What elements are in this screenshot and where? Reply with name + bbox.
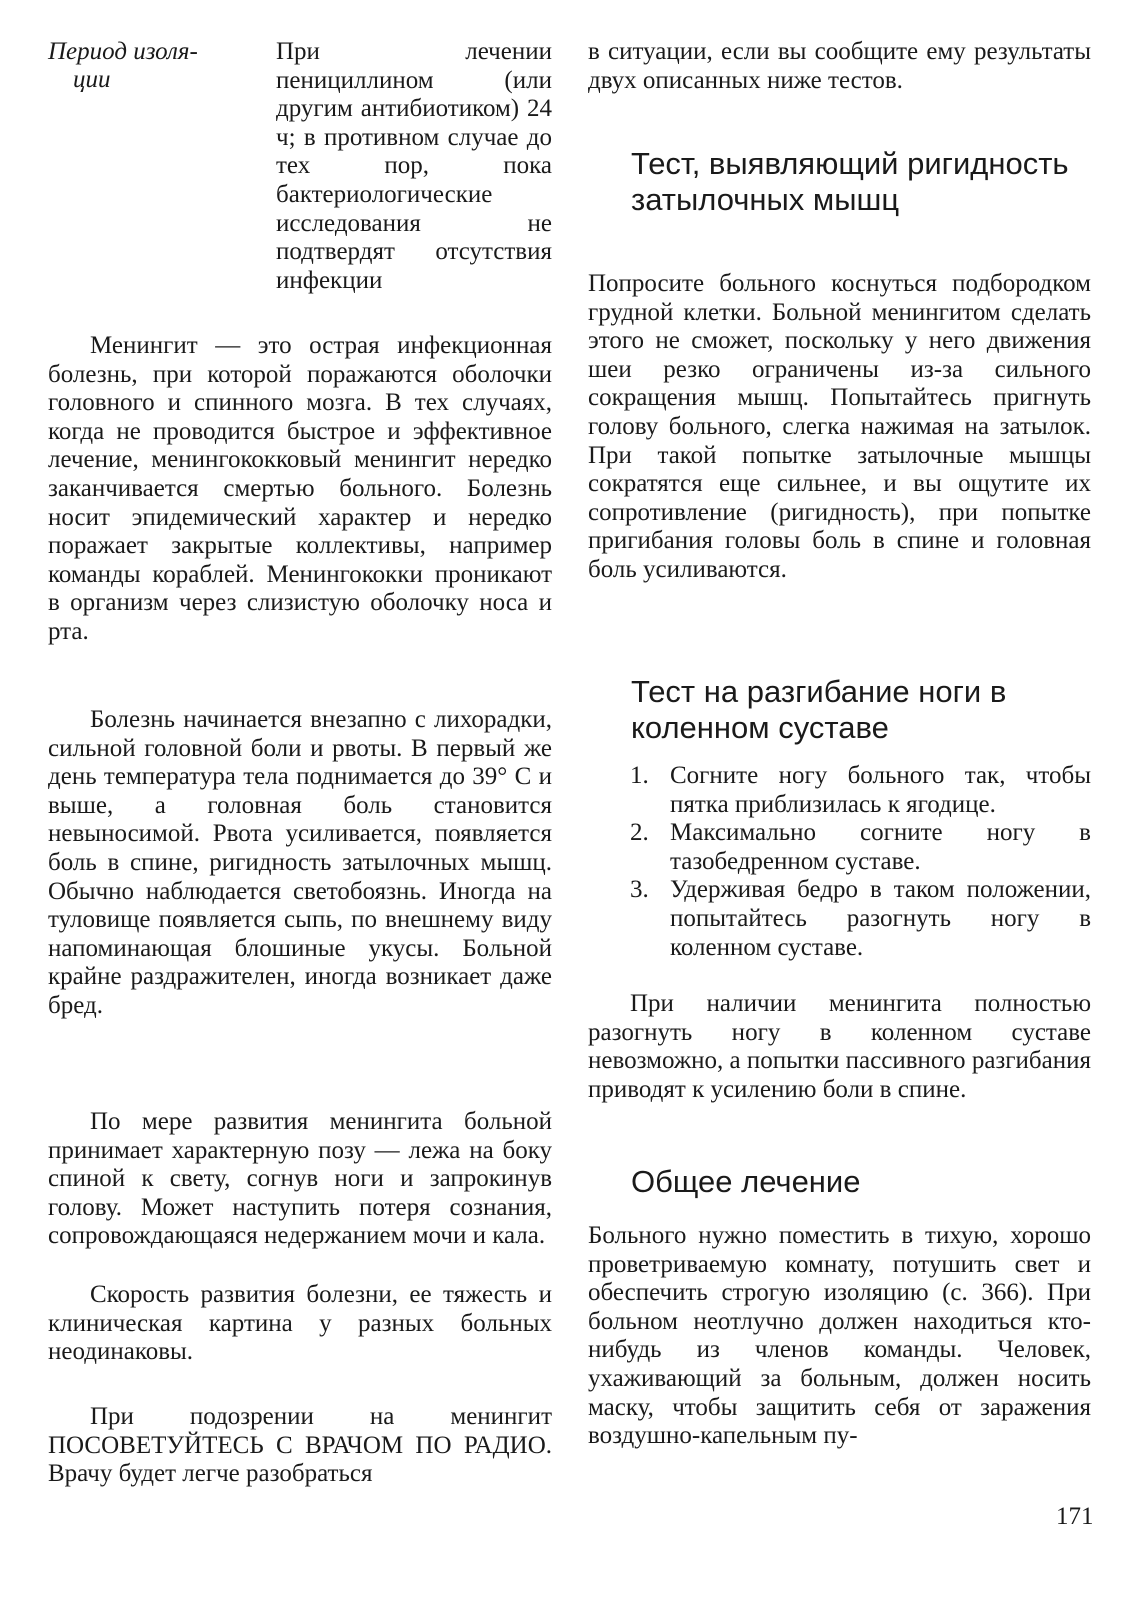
page-number: 171 [1056,1503,1094,1530]
paragraph-knee-result: При наличии менингита полностью разогнуть ногу в коленном суставе невозможно, а попытки пассивного разгибания приводят к усилению боли в спине. [588,990,1091,1103]
list-item [630,819,1091,876]
paragraph-variability: Скорость развития болезни, ее тяжесть и клиническая картина у разных больных неодинаковы. [48,1281,552,1366]
isolation-period-text: При лечении пенициллином (или другим антибиотиком) 24 ч; в противном случае до тех пор, пока бактериологические исследования не подтвердят отсутствия инфекции [276,38,552,294]
heading-neck-rigidity-test: Тест, выявляющий ригидность затылочных мышц [631,146,1069,217]
step-number: 1. [630,762,649,789]
step-text: Максимально согните ногу в тазобедренном суставе. [670,819,1091,875]
knee-test-steps [630,762,1091,962]
heading-general-treatment: Общее лечение [631,1164,861,1199]
isolation-period-label [48,38,248,94]
paragraph-continuation: в ситуации, если вы сообщите ему результаты двух описанных ниже тестов. [588,38,1091,94]
step-number: 2. [630,819,649,847]
heading-knee-extension-test: Тест на разгибание ноги в коленном суставе [631,674,1007,745]
paragraph-definition: Менингит — это острая инфекционная болезнь, при которой поражаются оболочки головного и спинного мозга. В тех случаях, когда не проводится быстрое и эффективное лечение, менингококковый менингит нередко заканчивается смертью больного. Болезнь носит эпидемический характер и нередко поражает закрытые коллективы, например команды кораблей. Менингококки проникают в организм через слизистую оболочку носа и рта. [48,332,552,645]
step-text: Согните ногу больного так, чтобы пятка приблизилась к ягодице. [670,762,1091,818]
paragraph-symptoms: Болезнь начинается внезапно с лихорадки, сильной головной боли и рвоты. В первый же день температура тела поднимается до 39° C и выше, а головная боль становится невыносимой. Рвота усиливается, появляется боль в спине, ригидность затылочных мышц. Обычно наблюдается светобоязнь. Иногда на туловище появляется сыпь, по внешнему виду напоминающая блошиные укусы. Больной крайне раздражителен, иногда возникает даже бред. [48,706,552,1019]
label-line-2: ции [73,66,111,93]
paragraph-neck-test: Попросите больного коснуться подбородком грудной клетки. Больной менингитом сделать этого не сможет, поскольку у него движения шеи резко ограничены из-за сильного сокращения мышц. Попытайтесь пригнуть голову больного, слегка нажимая на затылок. При такой попытке затылочные мышцы сократятся еще сильнее, и вы ощутите их сопротивление (ригидность), при попытке пригибания головы боль в спине и головная боль усиливаются. [588,270,1091,583]
label-line-1: Период изоля- [48,38,198,65]
step-text: Удерживая бедро в таком положении, попытайтесь разогнуть ногу в коленном суставе. [670,876,1091,961]
paragraph-treatment: Больного нужно поместить в тихую, хорошо проветриваемую комнату, потушить свет и обеспечить строгую изоляцию (с. 366). При больном неотлучно должен находиться кто-нибудь из членов команды. Человек, ухаживающий за больным, должен носить маску, чтобы защитить себя от заражения воздушно-капельным пу- [588,1222,1091,1450]
step-number: 3. [630,876,649,904]
list-item [630,762,1091,819]
isolation-period-box [48,38,552,303]
list-item [630,876,1091,962]
paragraph-consult-doctor: При подозрении на менингит ПОСОВЕТУЙТЕСЬ С ВРАЧОМ ПО РАДИО. Врачу будет легче разобраться [48,1403,552,1488]
paragraph-posture: По мере развития менингита больной принимает характерную позу — лежа на боку спиной к свету, согнув ноги и запрокинув голову. Может наступить потеря сознания, сопровождающаяся недержанием мочи и кала. [48,1108,552,1250]
